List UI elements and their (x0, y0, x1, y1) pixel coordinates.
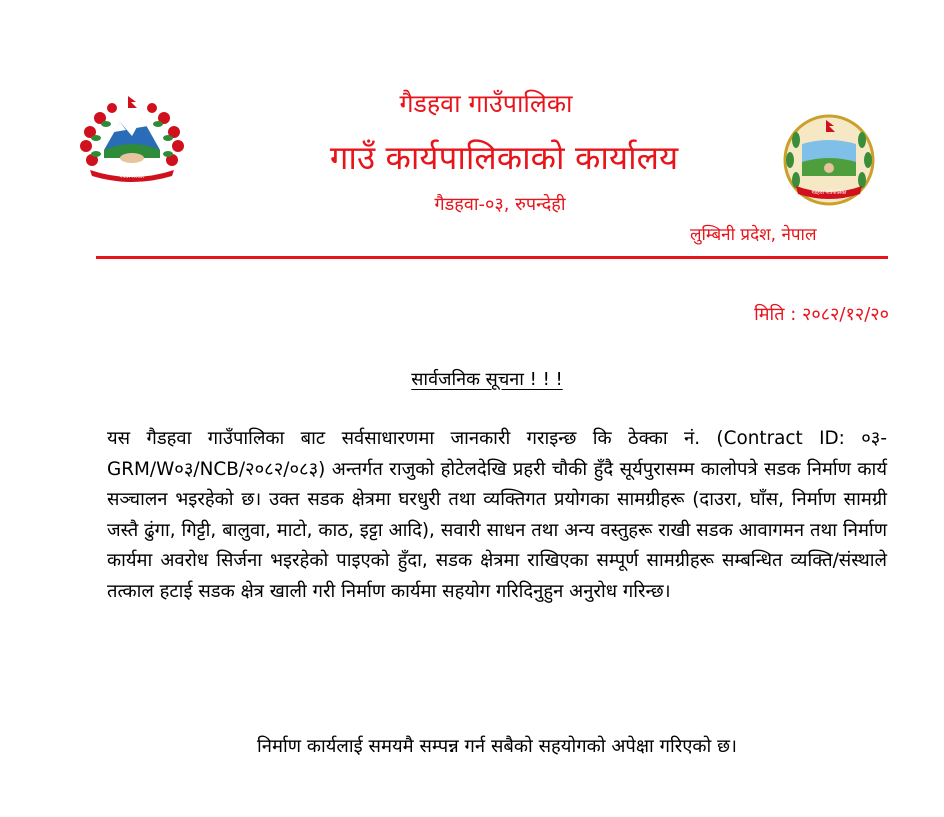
notice-title-wrap (0, 367, 944, 391)
office-address: गैडहवा-०३, रुपन्देही (434, 194, 566, 215)
closing-wrap (0, 733, 944, 758)
header-divider (96, 256, 888, 259)
emblem-ribbon-text: नेपाल सरकार (119, 174, 145, 180)
closing-line: निर्माण कार्यलाई समयमै सम्पन्न गर्न सबैको सहयोगको अपेक्षा गरिएको छ। (256, 736, 738, 757)
province-label: लुम्बिनी प्रदेश, नेपाल (690, 225, 817, 245)
notice-title: सार्वजनिक सूचना ! ! ! (411, 369, 563, 390)
municipality-name: गैडहवा गाउँपालिका (399, 89, 573, 118)
notice-date: मिति : २०८२/१२/२० (754, 304, 889, 325)
office-title: गाउँ कार्यपालिकाको कार्यालय (329, 138, 679, 177)
logo-ribbon-text: गैडहवा गाउँपालिका (811, 190, 847, 196)
notice-body-paragraph: यस गैडहवा गाउँपालिका बाट सर्वसाधारणमा जानकारी गराइन्छ कि ठेक्का नं. (Contract ID: ०३-GRM/W०३/NCB/२०८२/०८३) अन्तर्गत राजुको होटेलदेखि प्रहरी चौकी हुँदै सूर्यपुरासम्म कालोपत्रे सडक निर्माण कार्य सञ्चालन भइरहेको छ। उक्त सडक क्षेत्रमा घरधुरी तथा व्यक्तिगत प्रयोगका सामग्रीहरू (दाउरा, घाँस, निर्माण सामग्री जस्तै ढुंगा, गिट्टी, बालुवा, माटो, काठ, इट्टा आदि), सवारी साधन तथा अन्य वस्तुहरू राखी सडक आवागमन तथा निर्माण कार्यमा अवरोध सिर्जना भइरहेको पाइएको हुँदा, सडक क्षेत्रमा राखिएका सम्पूर्ण सामग्रीहरू सम्बन्धित व्यक्ति/संस्थाले तत्काल हटाई सडक क्षेत्र खाली गरी निर्माण कार्यमा सहयोग गरिदिनुहुन अनुरोध गरिन्छ। (107, 428, 887, 602)
